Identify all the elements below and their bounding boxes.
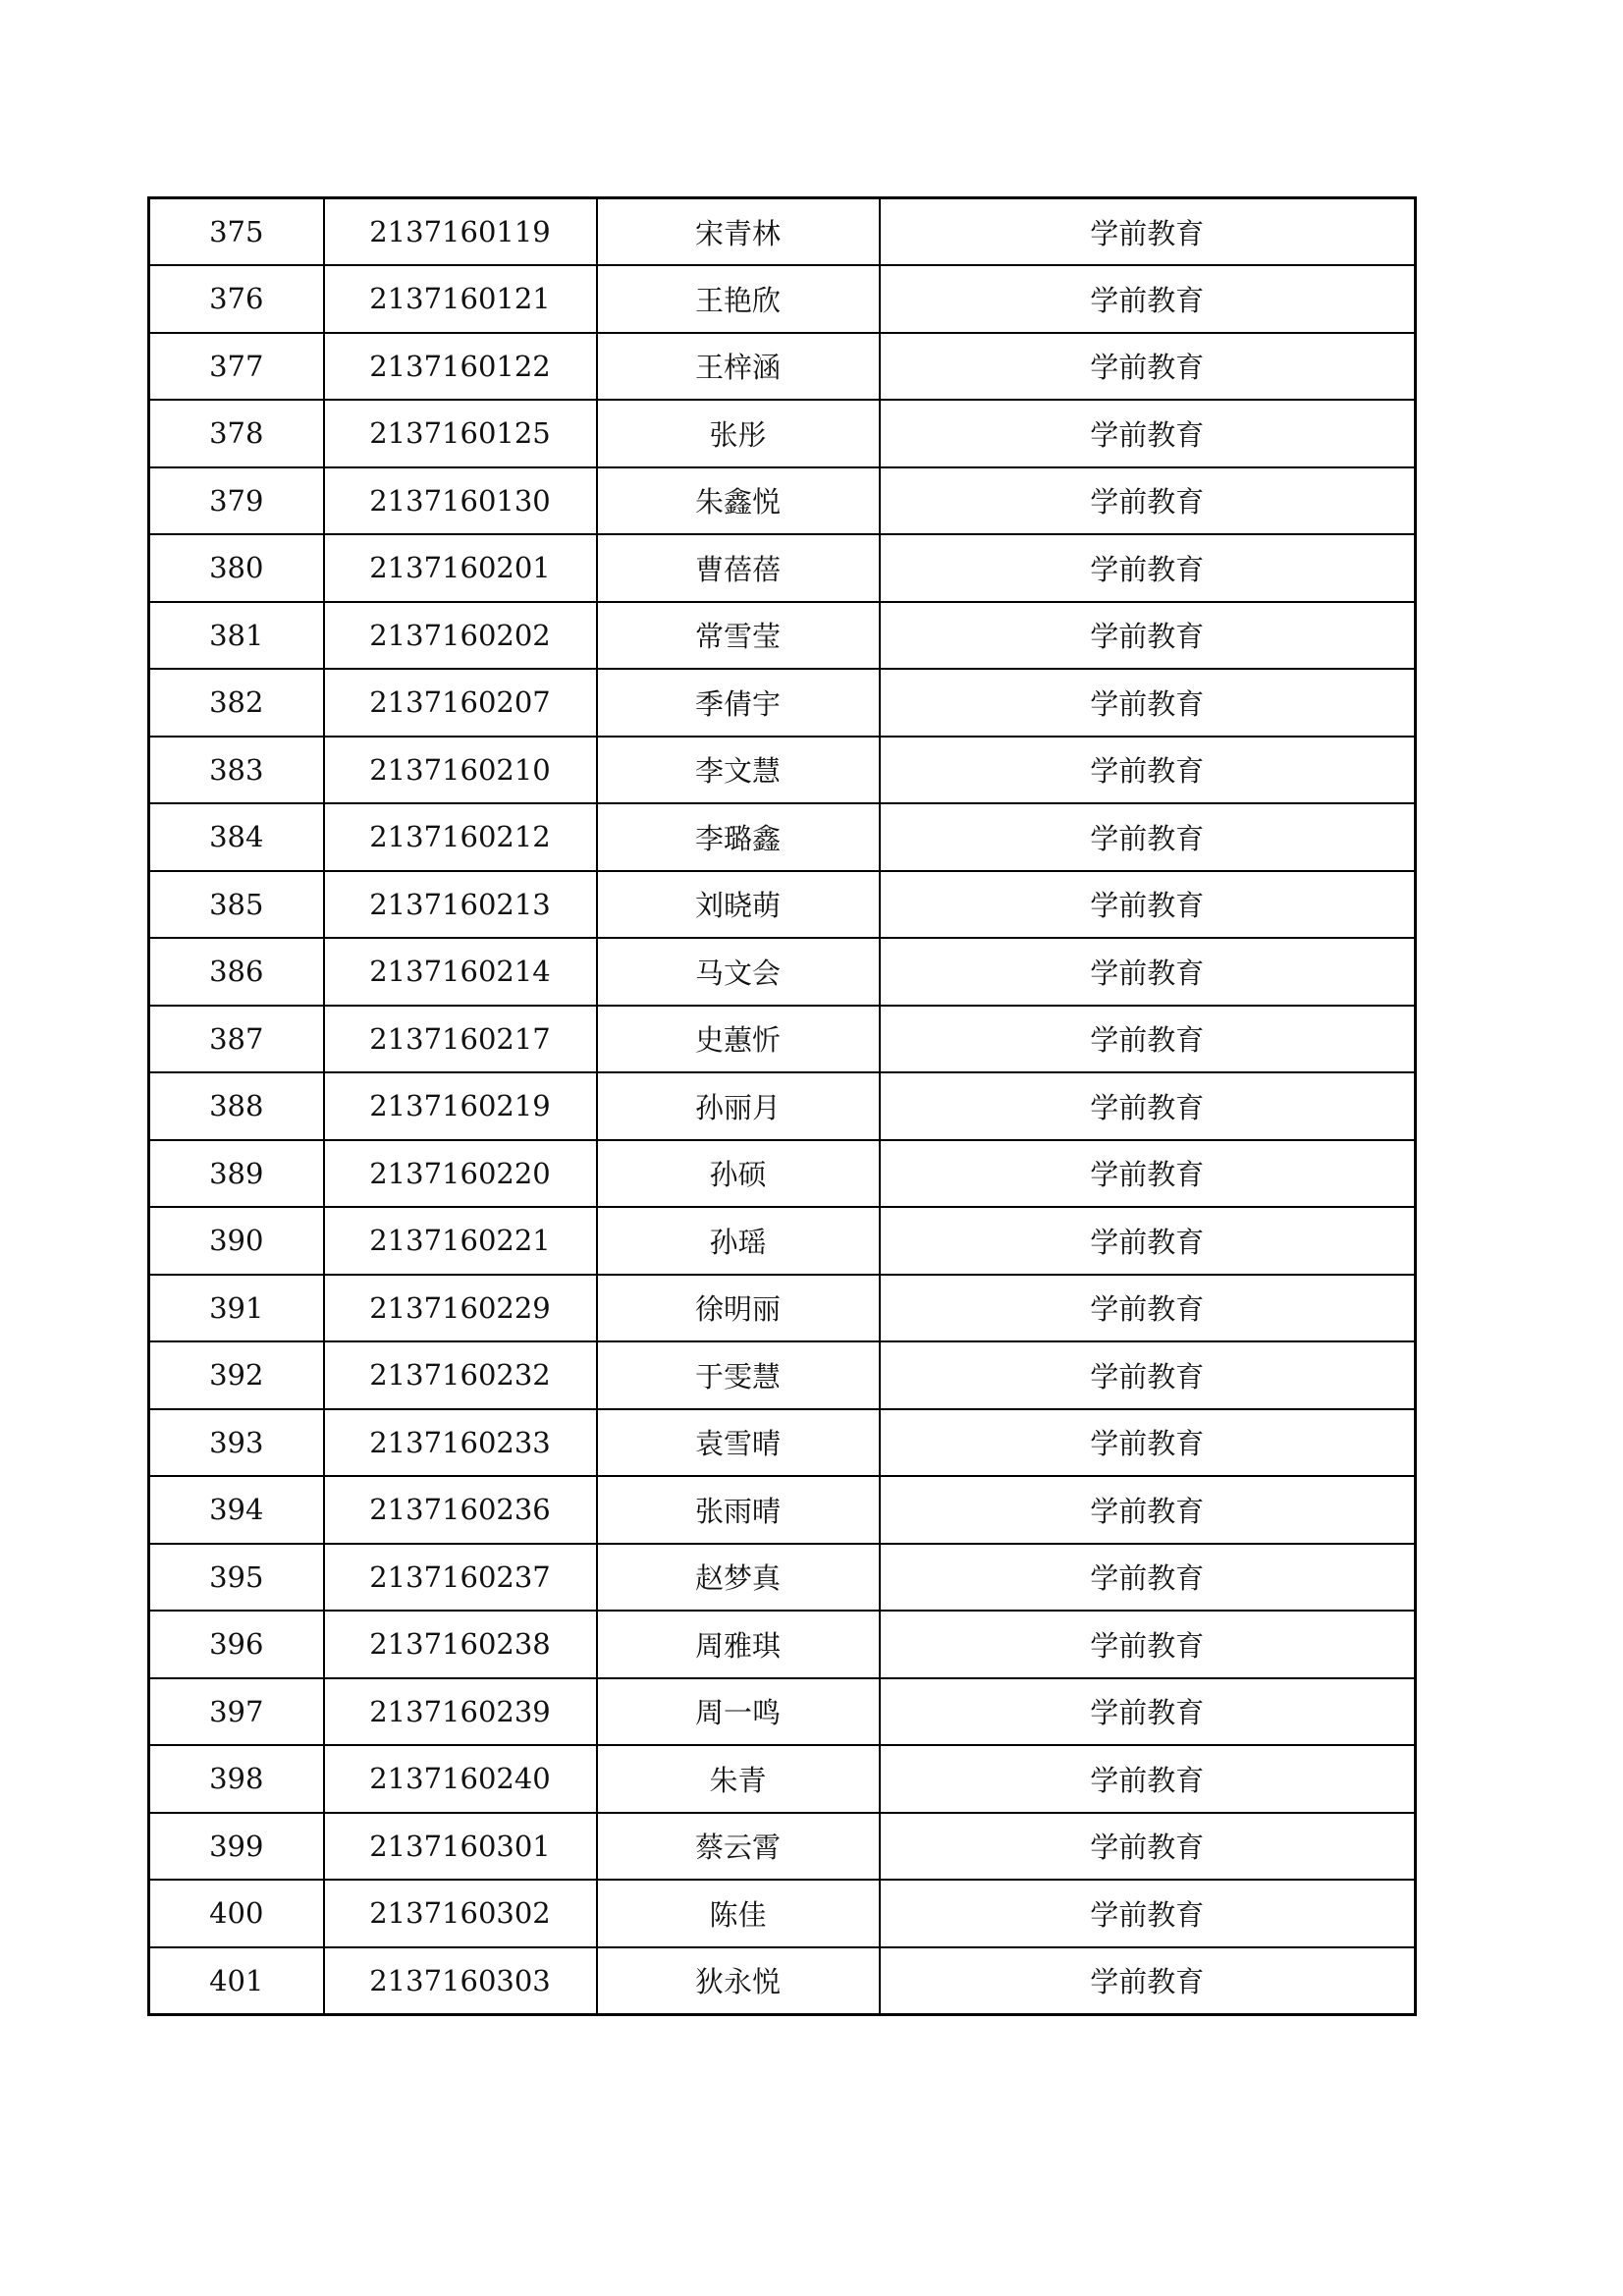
row-index-cell: 385 [149, 871, 324, 939]
major-cell: 学前教育 [880, 1140, 1416, 1208]
roster-body [149, 198, 1416, 2015]
major-cell: 学前教育 [880, 1207, 1416, 1275]
table-row [149, 1140, 1416, 1208]
table-row [149, 1409, 1416, 1477]
student-id-cell: 2137160213 [324, 871, 597, 939]
major-cell: 学前教育 [880, 333, 1416, 401]
student-name-cell: 孙硕 [597, 1140, 880, 1208]
student-id-cell: 2137160237 [324, 1544, 597, 1612]
table-row [149, 1880, 1416, 1947]
row-index-cell: 383 [149, 737, 324, 804]
student-name-cell: 宋青林 [597, 198, 880, 266]
student-id-cell: 2137160207 [324, 669, 597, 737]
student-id-cell: 2137160210 [324, 737, 597, 804]
table-row [149, 1544, 1416, 1612]
major-cell: 学前教育 [880, 534, 1416, 602]
student-id-cell: 2137160233 [324, 1409, 597, 1477]
row-index-cell: 386 [149, 938, 324, 1006]
student-id-cell: 2137160302 [324, 1880, 597, 1947]
student-id-cell: 2137160202 [324, 602, 597, 670]
student-name-cell: 常雪莹 [597, 602, 880, 670]
student-name-cell: 周一鸣 [597, 1678, 880, 1746]
major-cell: 学前教育 [880, 1006, 1416, 1073]
table-row [149, 467, 1416, 535]
major-cell: 学前教育 [880, 669, 1416, 737]
row-index-cell: 391 [149, 1275, 324, 1342]
major-cell: 学前教育 [880, 1880, 1416, 1947]
table-row [149, 1813, 1416, 1881]
student-name-cell: 曹蓓蓓 [597, 534, 880, 602]
student-id-cell: 2137160119 [324, 198, 597, 266]
student-id-cell: 2137160240 [324, 1745, 597, 1813]
table-row [149, 1006, 1416, 1073]
student-id-cell: 2137160201 [324, 534, 597, 602]
major-cell: 学前教育 [880, 1072, 1416, 1140]
row-index-cell: 398 [149, 1745, 324, 1813]
table-row [149, 1476, 1416, 1544]
major-cell: 学前教育 [880, 737, 1416, 804]
table-row [149, 602, 1416, 670]
row-index-cell: 380 [149, 534, 324, 602]
student-name-cell: 袁雪晴 [597, 1409, 880, 1477]
student-name-cell: 张彤 [597, 400, 880, 467]
table-row [149, 871, 1416, 939]
student-id-cell: 2137160121 [324, 265, 597, 333]
table-row [149, 198, 1416, 266]
row-index-cell: 400 [149, 1880, 324, 1947]
row-index-cell: 378 [149, 400, 324, 467]
row-index-cell: 387 [149, 1006, 324, 1073]
student-id-cell: 2137160214 [324, 938, 597, 1006]
student-id-cell: 2137160220 [324, 1140, 597, 1208]
major-cell: 学前教育 [880, 1544, 1416, 1612]
student-name-cell: 马文会 [597, 938, 880, 1006]
major-cell: 学前教育 [880, 1275, 1416, 1342]
student-name-cell: 李文慧 [597, 737, 880, 804]
major-cell: 学前教育 [880, 871, 1416, 939]
student-name-cell: 史蕙忻 [597, 1006, 880, 1073]
table-row [149, 803, 1416, 871]
major-cell: 学前教育 [880, 1611, 1416, 1678]
row-index-cell: 390 [149, 1207, 324, 1275]
row-index-cell: 388 [149, 1072, 324, 1140]
row-index-cell: 389 [149, 1140, 324, 1208]
student-id-cell: 2137160238 [324, 1611, 597, 1678]
student-id-cell: 2137160229 [324, 1275, 597, 1342]
student-name-cell: 张雨晴 [597, 1476, 880, 1544]
row-index-cell: 401 [149, 1947, 324, 2015]
major-cell: 学前教育 [880, 1745, 1416, 1813]
row-index-cell: 379 [149, 467, 324, 535]
student-name-cell: 刘晓萌 [597, 871, 880, 939]
student-name-cell: 王梓涵 [597, 333, 880, 401]
student-id-cell: 2137160125 [324, 400, 597, 467]
student-id-cell: 2137160303 [324, 1947, 597, 2015]
student-id-cell: 2137160301 [324, 1813, 597, 1881]
student-name-cell: 周雅琪 [597, 1611, 880, 1678]
student-id-cell: 2137160212 [324, 803, 597, 871]
major-cell: 学前教育 [880, 803, 1416, 871]
row-index-cell: 397 [149, 1678, 324, 1746]
student-id-cell: 2137160217 [324, 1006, 597, 1073]
major-cell: 学前教育 [880, 602, 1416, 670]
table-row [149, 1072, 1416, 1140]
student-name-cell: 朱鑫悦 [597, 467, 880, 535]
student-id-cell: 2137160219 [324, 1072, 597, 1140]
row-index-cell: 384 [149, 803, 324, 871]
row-index-cell: 375 [149, 198, 324, 266]
major-cell: 学前教育 [880, 1341, 1416, 1409]
student-id-cell: 2137160236 [324, 1476, 597, 1544]
student-name-cell: 徐明丽 [597, 1275, 880, 1342]
student-id-cell: 2137160130 [324, 467, 597, 535]
table-row [149, 669, 1416, 737]
student-name-cell: 孙丽月 [597, 1072, 880, 1140]
student-id-cell: 2137160232 [324, 1341, 597, 1409]
row-index-cell: 396 [149, 1611, 324, 1678]
major-cell: 学前教育 [880, 198, 1416, 266]
student-name-cell: 狄永悦 [597, 1947, 880, 2015]
major-cell: 学前教育 [880, 1476, 1416, 1544]
table-row [149, 1341, 1416, 1409]
student-name-cell: 赵梦真 [597, 1544, 880, 1612]
table-row [149, 400, 1416, 467]
table-row [149, 737, 1416, 804]
student-name-cell: 陈佳 [597, 1880, 880, 1947]
major-cell: 学前教育 [880, 1409, 1416, 1477]
table-row [149, 938, 1416, 1006]
student-name-cell: 李璐鑫 [597, 803, 880, 871]
student-name-cell: 于雯慧 [597, 1341, 880, 1409]
major-cell: 学前教育 [880, 400, 1416, 467]
row-index-cell: 382 [149, 669, 324, 737]
student-id-cell: 2137160239 [324, 1678, 597, 1746]
student-id-cell: 2137160122 [324, 333, 597, 401]
student-id-cell: 2137160221 [324, 1207, 597, 1275]
row-index-cell: 394 [149, 1476, 324, 1544]
student-name-cell: 王艳欣 [597, 265, 880, 333]
table-row [149, 1947, 1416, 2015]
row-index-cell: 399 [149, 1813, 324, 1881]
student-roster-table [147, 196, 1417, 2016]
major-cell: 学前教育 [880, 1813, 1416, 1881]
row-index-cell: 381 [149, 602, 324, 670]
table-row [149, 1611, 1416, 1678]
row-index-cell: 395 [149, 1544, 324, 1612]
table-row [149, 534, 1416, 602]
row-index-cell: 392 [149, 1341, 324, 1409]
table-row [149, 265, 1416, 333]
student-name-cell: 季倩宇 [597, 669, 880, 737]
major-cell: 学前教育 [880, 938, 1416, 1006]
table-row [149, 1678, 1416, 1746]
table-row [149, 1207, 1416, 1275]
major-cell: 学前教育 [880, 1678, 1416, 1746]
major-cell: 学前教育 [880, 1947, 1416, 2015]
table-row [149, 1745, 1416, 1813]
student-name-cell: 朱青 [597, 1745, 880, 1813]
table-row [149, 333, 1416, 401]
row-index-cell: 393 [149, 1409, 324, 1477]
row-index-cell: 376 [149, 265, 324, 333]
row-index-cell: 377 [149, 333, 324, 401]
student-name-cell: 蔡云霄 [597, 1813, 880, 1881]
major-cell: 学前教育 [880, 265, 1416, 333]
major-cell: 学前教育 [880, 467, 1416, 535]
student-name-cell: 孙瑶 [597, 1207, 880, 1275]
table-row [149, 1275, 1416, 1342]
